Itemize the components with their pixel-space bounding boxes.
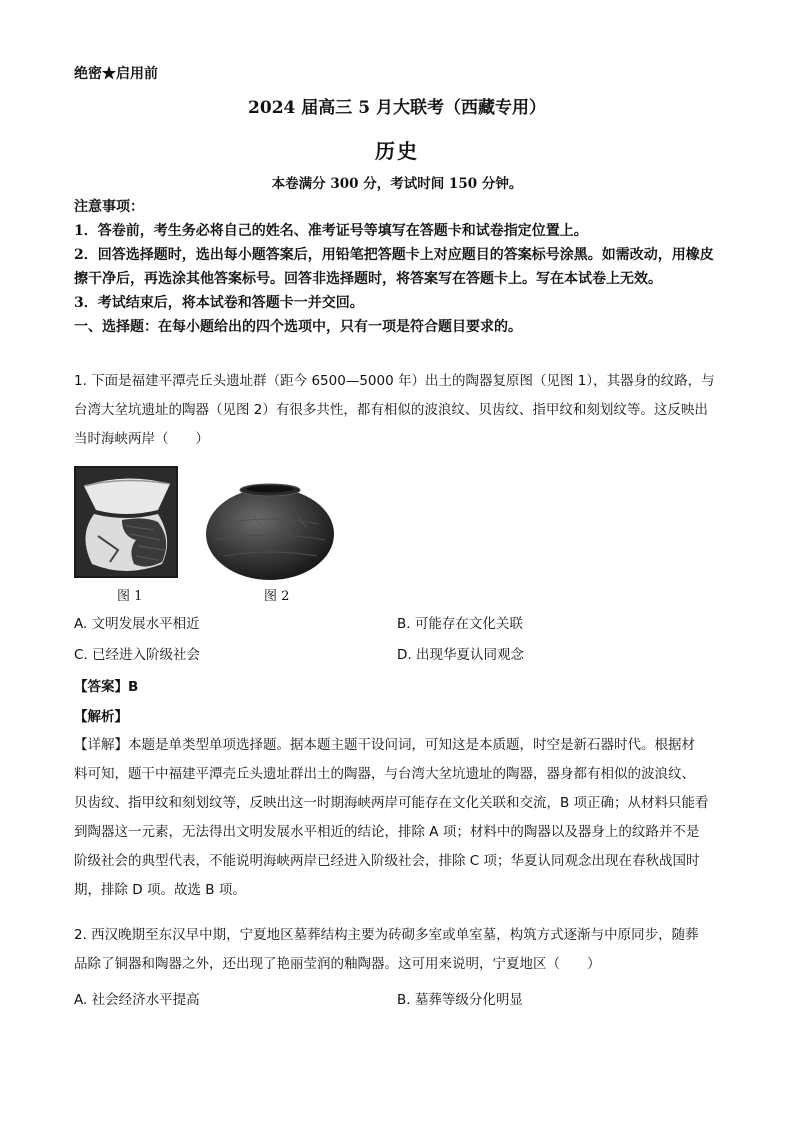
figure-1-image	[74, 466, 178, 578]
figure-2-image	[203, 478, 337, 582]
detail-line: 阶级社会的典型代表，不能说明海峡两岸已经进入阶级社会，排除 C 项；华夏认同观念出现在春秋战国时	[74, 853, 700, 869]
exam-title: 2024 届高三 5 月大联考（西藏专用）	[248, 98, 546, 118]
question-2-stem	[74, 921, 724, 979]
q2-option-a: A. 社会经济水平提高	[74, 992, 200, 1008]
detail-line: 期，排除 D 项。故选 B 项。	[74, 882, 246, 898]
figure-1-caption: 图 1	[117, 589, 143, 604]
detail-line: 贝齿纹、指甲纹和刻划纹等，反映出这一时期海峡两岸可能存在文化关联和交流，B 项正确；从材料只能看	[74, 795, 709, 811]
question-1-stem	[74, 367, 724, 454]
question-line: 品除了铜器和陶器之外，还出现了艳丽莹润的釉陶器。这可用来说明，宁夏地区（ ）	[74, 956, 601, 972]
pottery-pot-figure-2	[203, 478, 337, 582]
question-line: 2. 西汉晚期至东汉早中期，宁夏地区墓葬结构主要为砖砌多室或单室墓，构筑方式逐渐与中原同步，随葬	[74, 927, 699, 943]
detail-line: 【详解】本题是单类型单项选择题。据本题主题干设问词，可知这是本质题，时空是新石器时代。根据材	[74, 737, 695, 753]
pottery-jar-figure-1	[74, 466, 178, 578]
note-item: 1．答卷前，考生务必将自己的姓名、准考证号等填写在答题卡和试卷指定位置上。	[74, 223, 588, 239]
question-line: 当时海峡两岸（ ）	[74, 431, 209, 447]
notes-section	[74, 195, 724, 339]
detail-line: 料可知，题干中福建平潭壳丘头遗址群出土的陶器，与台湾大坌坑遗址的陶器，器身都有相似的波浪纹、	[74, 766, 695, 782]
q2-option-b: B. 墓葬等级分化明显	[397, 992, 523, 1008]
figure-2-caption: 图 2	[264, 589, 290, 604]
detail-line: 到陶器这一元素，无法得出文明发展水平相近的结论，排除 A 项；材料中的陶器以及器身上的纹路并不是	[74, 824, 700, 840]
q1-analysis-label: 【解析】	[74, 709, 128, 725]
note-item: 2．回答选择题时，选出每小题答案后，用铅笔把答题卡上对应题目的答案标号涂黑。如需改动，用橡皮擦干净后，再选涂其他答案标号。回答非选择题时，将答案写在答题卡上。写在本试卷上无效。	[74, 247, 714, 287]
q1-option-a: A. 文明发展水平相近	[74, 616, 200, 632]
q1-option-d: D. 出现华夏认同观念	[397, 647, 524, 663]
exam-meta: 本卷满分 300 分，考试时间 150 分钟。	[271, 176, 523, 192]
q1-option-c: C. 已经进入阶级社会	[74, 647, 201, 663]
q1-option-b: B. 可能存在文化关联	[397, 616, 523, 632]
question-line: 1. 下面是福建平潭壳丘头遗址群（距今 6500—5000 年）出土的陶器复原图（见图 1），其器身的纹路，与	[74, 373, 715, 389]
notes-heading: 注意事项：	[74, 199, 144, 215]
q1-answer: 【答案】B	[74, 679, 139, 695]
section-heading: 一、选择题：在每小题给出的四个选项中，只有一项是符合题目要求的。	[74, 319, 522, 335]
q1-detail	[74, 731, 724, 905]
subject-title: 历史	[375, 139, 419, 163]
question-line: 台湾大坌坑遗址的陶器（见图 2）有很多共性，都有相似的波浪纹、贝齿纹、指甲纹和刻划纹等。这反映出	[74, 402, 708, 418]
confidential-mark: 绝密★启用前	[74, 66, 158, 82]
note-item: 3．考试结束后，将本试卷和答题卡一并交回。	[74, 295, 364, 311]
